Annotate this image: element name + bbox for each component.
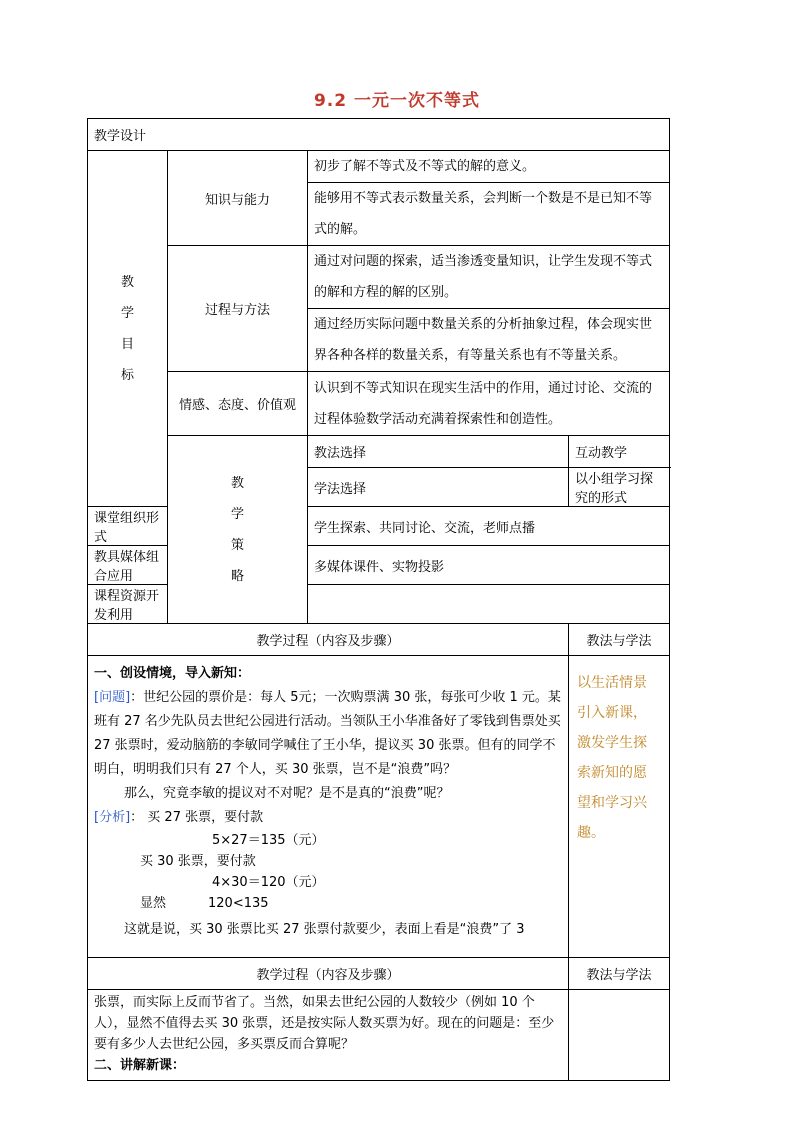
method-header: 教法与学法 — [569, 958, 670, 990]
section-heading: 二、讲解新课： — [94, 1058, 186, 1073]
strategy-name: 课堂组织形式 — [88, 507, 168, 546]
process-header: 教学过程（内容及步骤） — [88, 958, 569, 990]
calc-line: 4×30＝120（元） — [212, 875, 325, 890]
knowledge-category: 知识与能力 — [168, 151, 308, 246]
process-item: 通过经历实际问题中数量关系的分析抽象过程，体会现实世界各种各样的数量关系，有等量关系也有不等量关系。 — [308, 309, 670, 372]
problem-tag: [问题] — [94, 690, 131, 705]
calc-line: 显然 120<135 — [140, 896, 269, 911]
strategy-value: 互动教学 — [569, 436, 670, 468]
strategy-value: 多媒体课件、实物投影 — [308, 546, 670, 585]
strategy-label: 教 学 策 略 — [168, 436, 308, 624]
conclusion-line: 这就是说，买 30 张票比买 27 张票付款要少，表面上看是“浪费”了 3 — [124, 922, 525, 937]
analysis-tag: [分析] — [94, 810, 131, 825]
analysis-paragraph: [分析]： 买 27 张票，要付款 — [94, 810, 264, 825]
method-note-empty — [569, 990, 670, 1081]
design-header: 教学设计 — [88, 119, 670, 151]
method-note: 以生活情景引入新课，激发学生探索新知的愿望和学习兴趣。 — [569, 656, 670, 958]
calc-line: 买 30 张票，要付款 — [140, 854, 256, 869]
knowledge-item: 能够用不等式表示数量关系，会判断一个数是不是已知不等式的解。 — [308, 183, 670, 246]
process-item: 通过对问题的探索，适当渗透变量知识，让学生发现不等式的解和方程的解的区别。 — [308, 246, 670, 309]
calc-line: 5×27＝135（元） — [212, 833, 325, 848]
process-content — [88, 656, 569, 958]
method-header: 教法与学法 — [569, 624, 670, 656]
emotion-item: 认识到不等式知识在现实生活中的作用，通过讨论、交流的过程体验数学活动充满着探索性和创造性。 — [308, 372, 670, 436]
process-category: 过程与方法 — [168, 246, 308, 372]
strategy-value: 学生探索、共同讨论、交流，老师点播 — [308, 507, 670, 546]
strategy-name: 教具媒体组合应用 — [88, 546, 168, 585]
lesson-plan-table — [87, 118, 670, 1081]
problem-paragraph: [问题]：世纪公园的票价是：每人 5元；一次购票满 30 张，每张可少收 1 元。某班有 27 名少先队员去世纪公园进行活动。当领队王小华准备好了零钱到售票处买 27 张票时，爱动脑筋的李敏同学喊住了王小华，提议买 30 张票。但有的同学不明白，明明我们只有 27 个人，买 30 张票，岂不是“浪费”吗？ — [94, 690, 561, 777]
process-header: 教学过程（内容及步骤） — [88, 624, 569, 656]
strategy-name: 学法选择 — [308, 468, 569, 507]
objectives-label: 教 学 目 标 — [88, 151, 168, 507]
question-paragraph: 那么，究竟李敏的提议对不对呢？是不是真的“浪费”呢？ — [124, 786, 450, 801]
continuation-paragraph: 张票，而实际上反而节省了。当然，如果去世纪公园的人数较少（例如 10 个人），显然不值得去买 30 张票，还是按实际人数买票为好。现在的问题是：至少要有多少人去世纪公园，多买票反而合算呢？ — [94, 995, 555, 1052]
strategy-name: 教法选择 — [308, 436, 569, 468]
strategy-value — [308, 585, 670, 624]
strategy-name: 课程资源开发利用 — [88, 585, 168, 624]
emotion-category: 情感、态度、价值观 — [168, 372, 308, 436]
knowledge-item: 初步了解不等式及不等式的解的意义。 — [308, 151, 670, 183]
strategy-value: 以小组学习探究的形式 — [569, 468, 670, 507]
process-content — [88, 990, 569, 1081]
document-title: 9.2 一元一次不等式 — [313, 91, 481, 111]
section-heading: 一、创设情境，导入新知： — [94, 666, 251, 681]
